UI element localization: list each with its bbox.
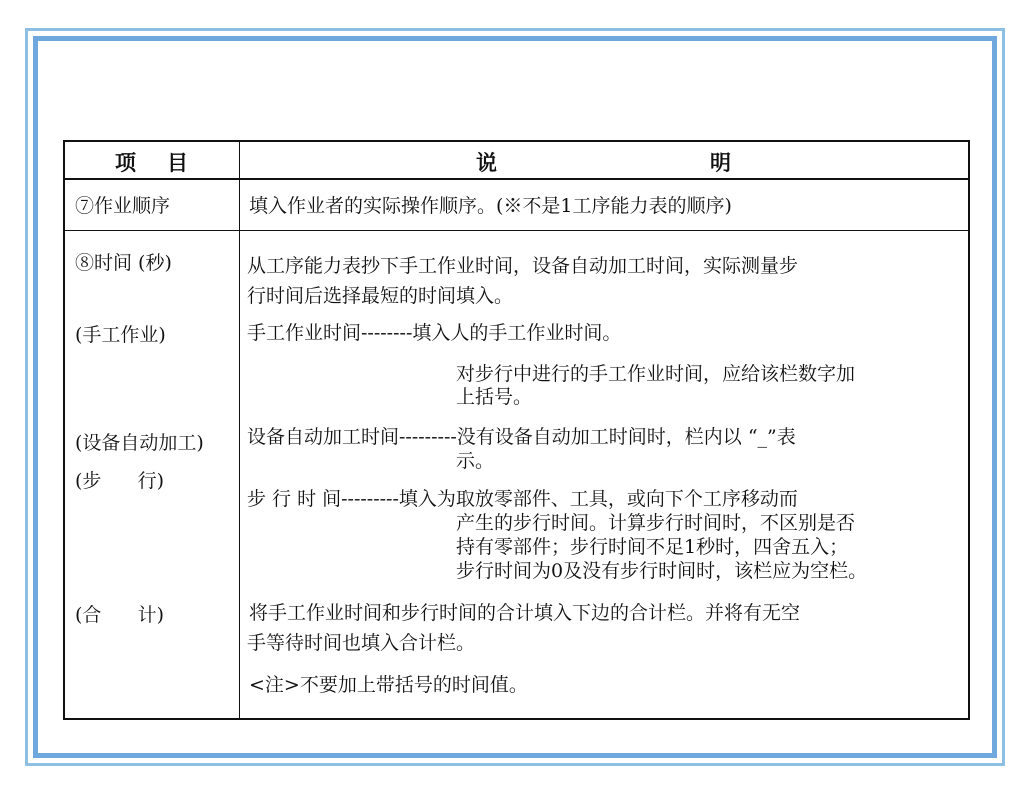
total-line-1: 将手工作业时间和步行时间的合计填入下边的合计栏。并将有无空 bbox=[249, 602, 801, 624]
row-desc-order: 填入作业者的实际操作顺序。(※不是1工序能力表的顺序) bbox=[249, 195, 732, 217]
row-item-order: ⑦作业顺序 bbox=[75, 195, 171, 217]
time-intro-line-1: 从工序能力表抄下手工作业时间，设备自动加工时间，实际测量步 bbox=[247, 255, 799, 277]
header-divider bbox=[63, 178, 970, 180]
row-item-walk: (步 行) bbox=[75, 470, 165, 492]
column-divider bbox=[239, 140, 240, 720]
auto-time-line: 设备自动加工时间---------没有设备自动加工时间时，栏内以 “_”表 bbox=[247, 426, 796, 448]
row-item-time: ⑧时间 (秒) bbox=[75, 252, 172, 274]
total-line-2: 手等待时间也填入合计栏。 bbox=[247, 632, 476, 654]
row-item-manual: (手工作业) bbox=[75, 324, 166, 346]
manual-time-line: 手工作业时间--------填入人的手工作业时间。 bbox=[247, 322, 622, 344]
note-line: <注>不要加上带括号的时间值。 bbox=[249, 674, 528, 696]
manual-note-line-2: 上括号。 bbox=[456, 386, 533, 408]
row-item-auto: (设备自动加工) bbox=[75, 432, 204, 454]
time-intro-line-2: 行时间后选择最短的时间填入。 bbox=[247, 285, 514, 307]
walk-time-line-2: 产生的步行时间。计算步行时间时，不区别是否 bbox=[456, 512, 856, 534]
header-item-label-2: 目 bbox=[167, 150, 188, 175]
row-item-total: (合 计) bbox=[75, 604, 165, 626]
manual-note-line-1: 对步行中进行的手工作业时间，应给该栏数字加 bbox=[456, 363, 856, 385]
walk-time-line-4: 步行时间为0及没有步行时间时，该栏应为空栏。 bbox=[456, 560, 868, 582]
auto-time-line-2: 示。 bbox=[456, 450, 495, 472]
header-desc-label-1: 说 bbox=[476, 150, 497, 175]
header-item-label-1: 项 bbox=[115, 150, 136, 175]
header-desc-label-2: 明 bbox=[710, 150, 731, 175]
row-divider bbox=[63, 230, 970, 231]
walk-time-line-1: 步 行 时 间---------填入为取放零部件、工具，或向下个工序移动而 bbox=[247, 488, 798, 510]
walk-time-line-3: 持有零部件；步行时间不足1秒时，四舍五入； bbox=[456, 536, 849, 558]
